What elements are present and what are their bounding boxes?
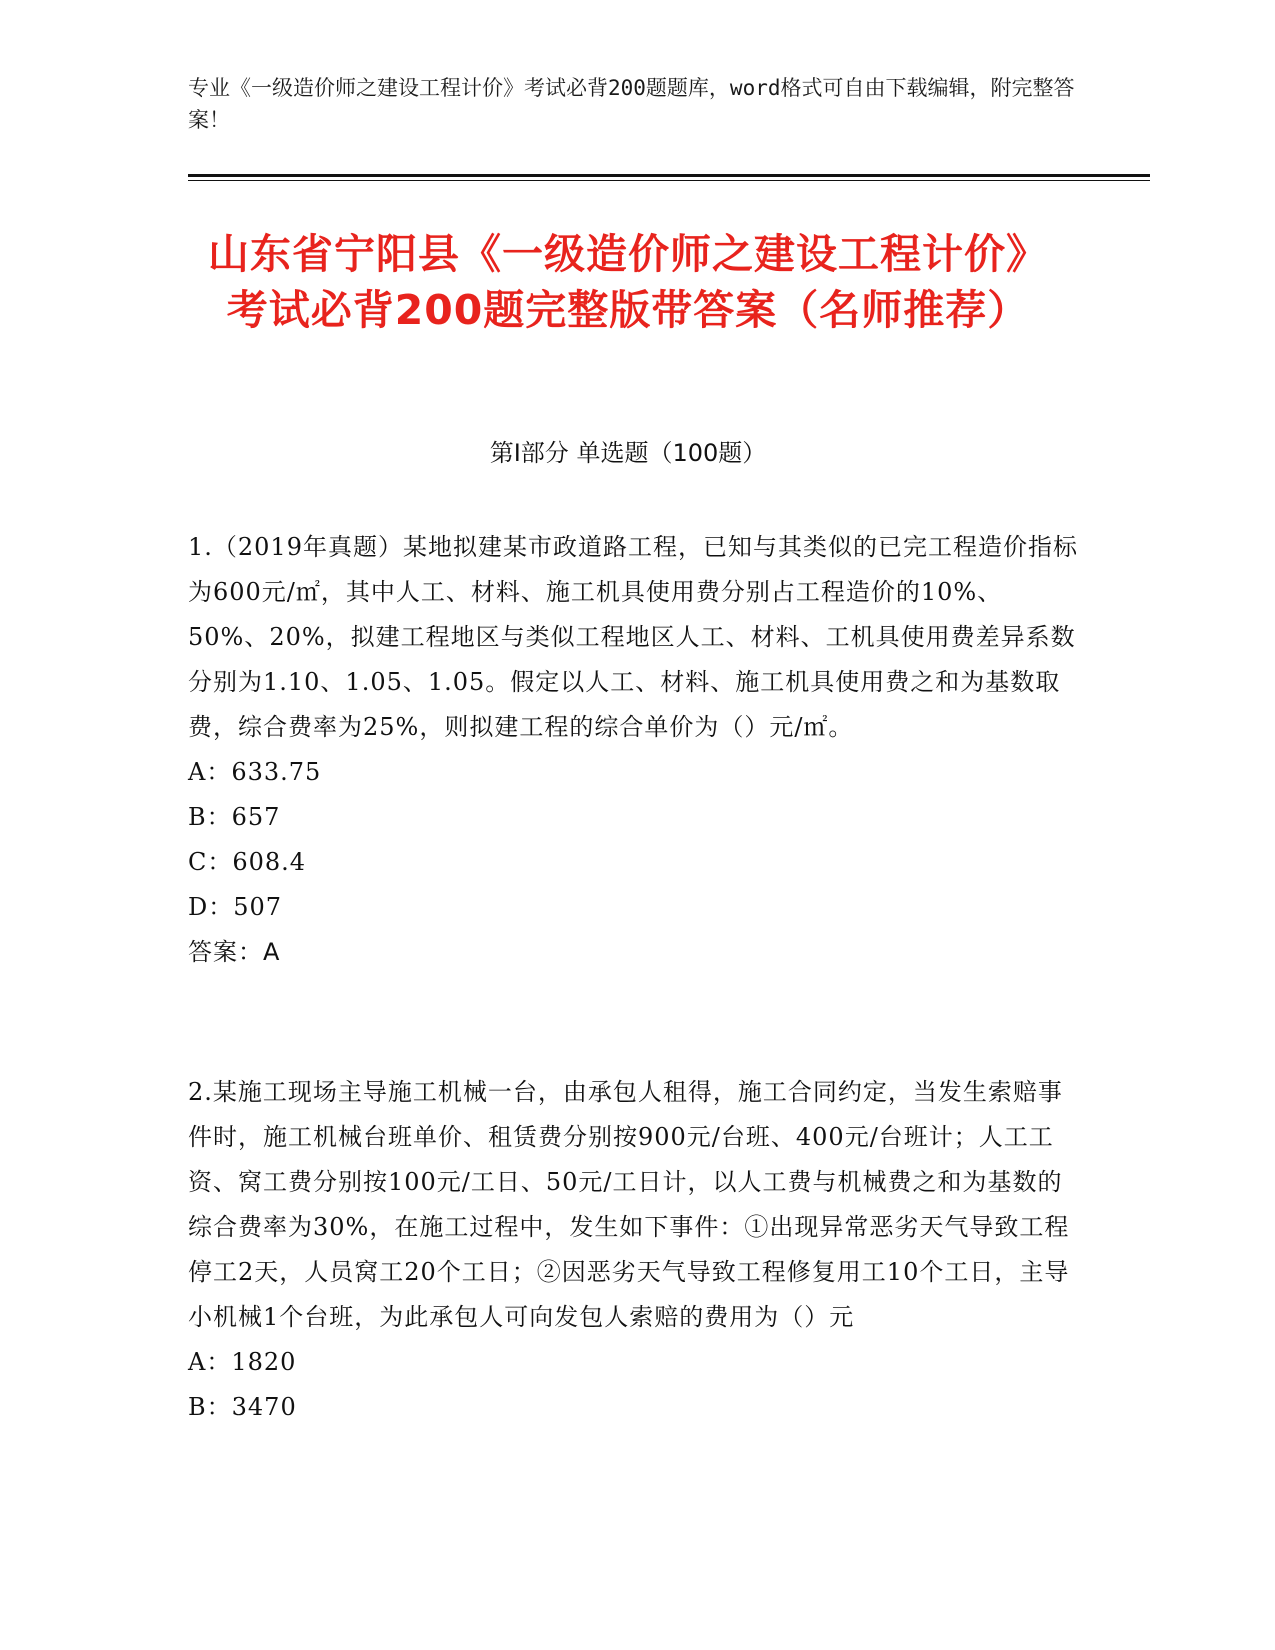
header-divider-thick xyxy=(188,174,1150,177)
option-c: C：608.4 xyxy=(188,848,307,876)
option-d: D：507 xyxy=(188,893,283,921)
question-text: 1.（2019年真题）某地拟建某市政道路工程，已知与其类似的已完工程造价指标为600元/㎡，其中人工、材料、施工机具使用费分别占工程造价的10%、50%、20%，拟建工程地区与类似工程地区人工、材料、工机具使用费差异系数分别为1.10、1.05、1.05。假定以人工、材料、施工机具使用费之和为基数取费，综合费率为25%，则拟建工程的综合单价为（）元/㎡。 xyxy=(188,533,1078,741)
section-heading: 第I部分 单选题（100题） xyxy=(489,439,767,467)
header-note: 专业《一级造价师之建设工程计价》考试必背200题题库，word格式可自由下载编辑，附完整答案！ xyxy=(188,76,1075,132)
option-a: A：1820 xyxy=(188,1348,297,1376)
question-2 xyxy=(188,1070,1078,1430)
option-b: B：3470 xyxy=(188,1393,297,1421)
document-title: 山东省宁阳县《一级造价师之建设工程计价》考试必背200题完整版带答案（名师推荐） xyxy=(208,230,1048,334)
answer: 答案：A xyxy=(188,938,281,966)
question-text: 2.某施工现场主导施工机械一台，由承包人租得，施工合同约定，当发生索赔事件时，施工机械台班单价、租赁费分别按900元/台班、400元/台班计；人工工资、窝工费分别按100元/工日、50元/工日计，以人工费与机械费之和为基数的综合费率为30%，在施工过程中，发生如下事件：①出现异常恶劣天气导致工程停工2天，人员窝工20个工日；②因恶劣天气导致工程修复用工10个工日，主导小机械1个台班，为此承包人可向发包人索赔的费用为（）元 xyxy=(188,1078,1070,1331)
header-divider-thin xyxy=(188,180,1150,181)
option-a: A：633.75 xyxy=(188,758,322,786)
question-1 xyxy=(188,525,1078,975)
option-b: B：657 xyxy=(188,803,281,831)
